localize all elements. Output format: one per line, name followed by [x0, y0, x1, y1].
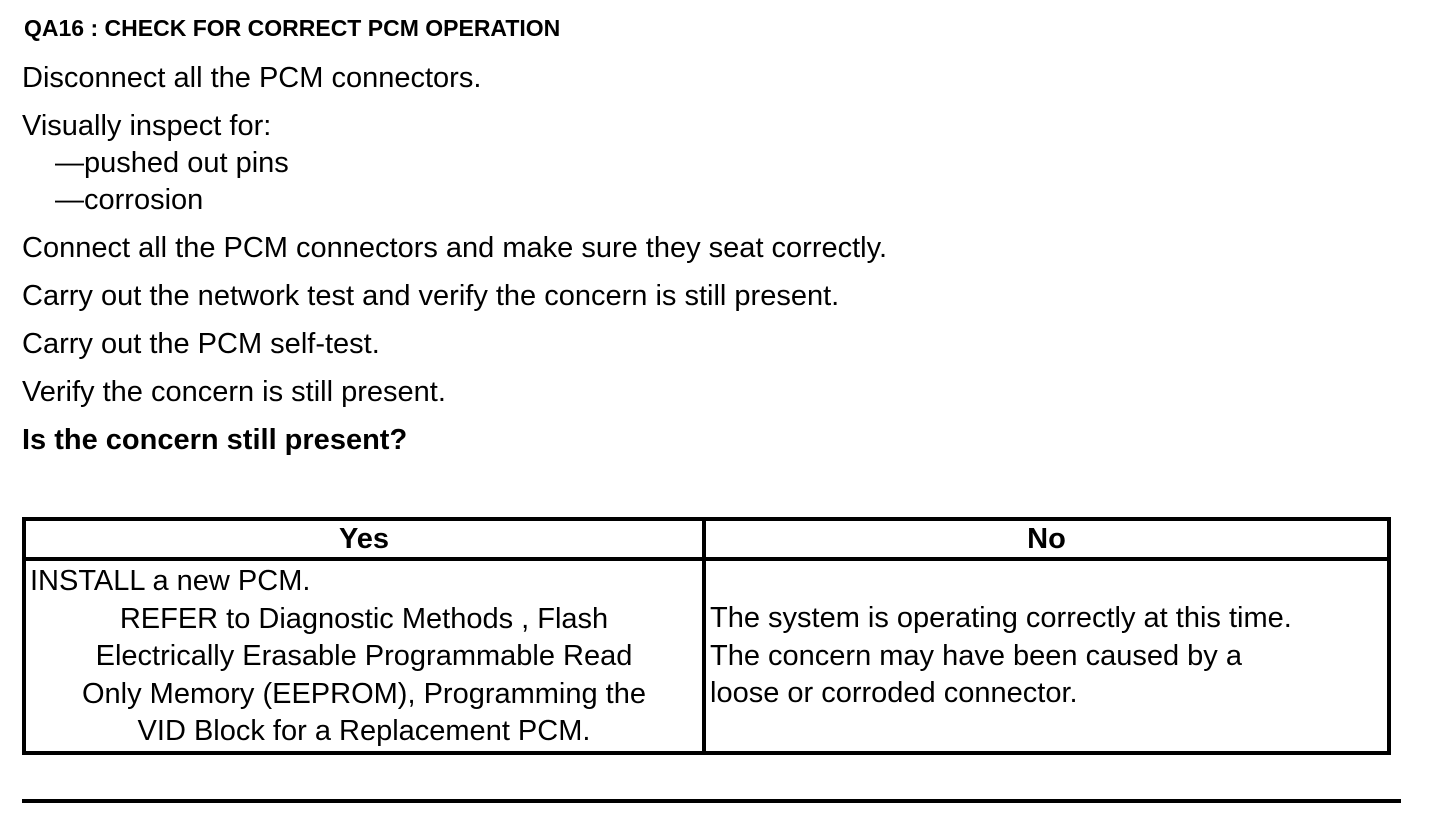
bottom-divider [22, 799, 1401, 803]
no-action-line-1: The system is operating correctly at this time. [710, 602, 1292, 634]
yes-header: Yes [24, 519, 704, 559]
inspect-item-corrosion: —corrosion [55, 184, 204, 216]
yes-action-refer-line-1: REFER to Diagnostic Methods , Flash [119, 602, 609, 635]
yes-action-refer-line-2: Electrically Erasable Programmable Read [95, 640, 633, 672]
result-table [22, 517, 1391, 755]
step-connect: Connect all the PCM connectors and make sure they seat correctly. [22, 232, 888, 264]
procedure-section [22, 12, 1402, 459]
step-self-test: Carry out the PCM self-test. [22, 328, 380, 360]
yes-action-cell [24, 559, 704, 753]
procedure-heading: QA16 : CHECK FOR CORRECT PCM OPERATION [24, 15, 561, 41]
no-action-line-2: The concern may have been caused by a [710, 639, 1242, 672]
step-disconnect: Disconnect all the PCM connectors. [22, 62, 482, 94]
inspect-item-pushed-out-pins: —pushed out pins [55, 147, 289, 179]
step-verify: Verify the concern is still present. [22, 376, 446, 408]
decision-question: Is the concern still present? [22, 424, 408, 456]
step-network-test: Carry out the network test and verify the concern is still present. [22, 280, 840, 312]
yes-action-refer-line-3: Only Memory (EEPROM), Programming the [81, 677, 646, 710]
yes-action-refer-line-4: VID Block for a Replacement PCM. [137, 715, 591, 747]
yes-action-install: INSTALL a new PCM. [30, 565, 311, 597]
result-table-header-row [24, 519, 1389, 559]
step-inspect: Visually inspect for: [22, 110, 272, 142]
no-action-cell [704, 559, 1389, 753]
result-table-row [24, 559, 1389, 753]
no-action-line-3: loose or corroded connector. [710, 677, 1078, 709]
no-header: No [704, 519, 1389, 559]
